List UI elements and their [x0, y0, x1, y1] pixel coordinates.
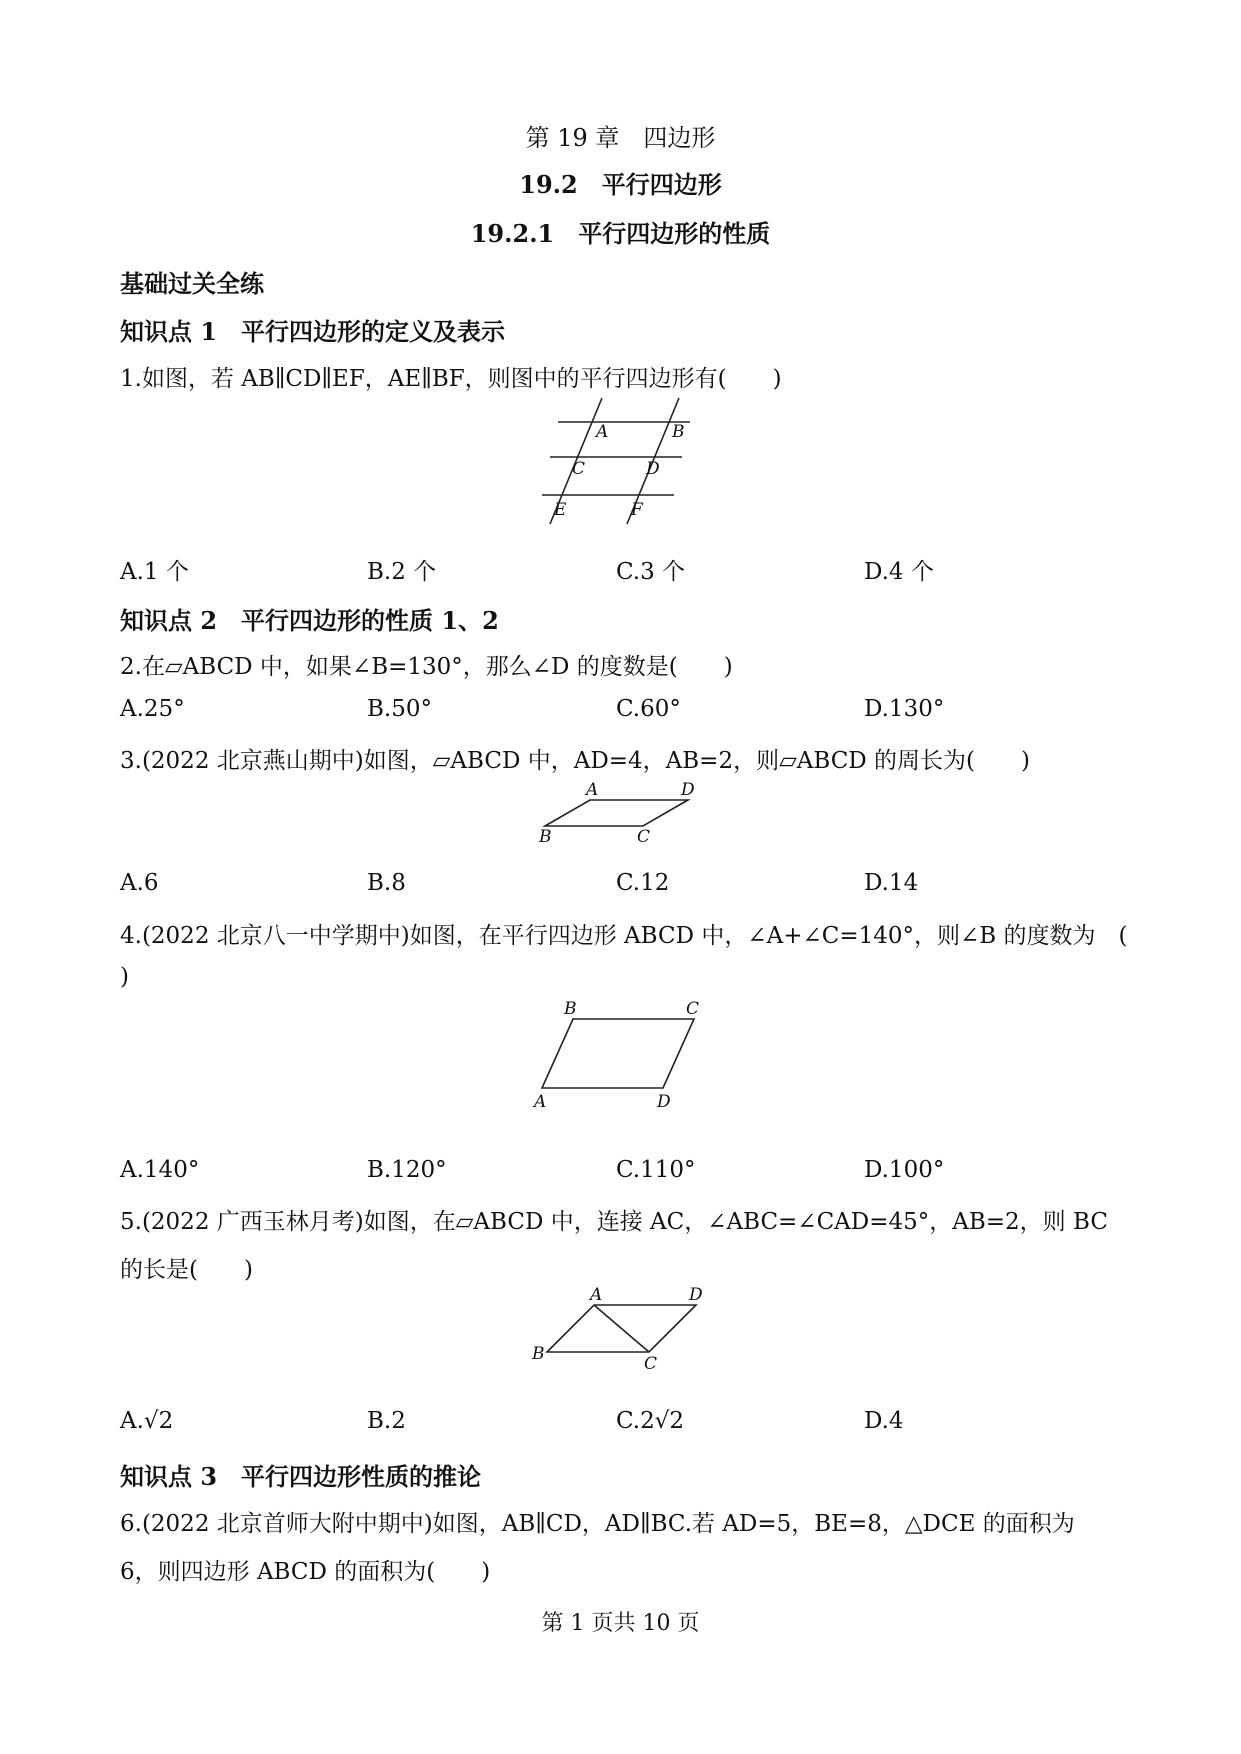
- label-a: A: [586, 780, 599, 800]
- question-1-option-d: D.4 个: [864, 559, 934, 585]
- question-6-text-line-1: 6.(2022 北京首师大附中期中)如图，AB∥CD，AD∥BC.若 AD=5，BE=8，△DCE 的面积为: [120, 1511, 1075, 1537]
- question-5-figure: [528, 1285, 708, 1374]
- question-2-option-c: C.60°: [616, 696, 681, 722]
- label-e: E: [554, 500, 567, 520]
- question-5-option-d: D.4: [864, 1408, 904, 1434]
- question-4-text-line-1: 4.(2022 北京八一中学期中)如图，在平行四边形 ABCD 中，∠A+∠C=140°，则∠B 的度数为 (: [120, 923, 1128, 949]
- question-5-text-line-1: 5.(2022 广西玉林月考)如图，在▱ABCD 中，连接 AC，∠ABC=∠CAD=45°，AB=2，则 BC: [120, 1209, 1108, 1235]
- label-b: B: [539, 827, 552, 847]
- label-c: C: [644, 1354, 658, 1374]
- practice-title: 基础过关全练: [120, 269, 264, 298]
- question-4-option-c: C.110°: [616, 1157, 696, 1183]
- question-1-option-b: B.2 个: [367, 559, 437, 585]
- label-c: C: [686, 999, 700, 1019]
- question-1-option-c: C.3 个: [616, 559, 686, 585]
- label-b: B: [672, 422, 685, 442]
- question-3-option-c: C.12: [616, 870, 670, 896]
- label-a: A: [596, 422, 609, 442]
- question-3-option-d: D.14: [864, 870, 919, 896]
- question-4-figure: [530, 1000, 720, 1110]
- question-3-option-b: B.8: [367, 870, 406, 896]
- question-5-option-c: C.2√2: [616, 1408, 685, 1434]
- question-1-figure: [540, 398, 690, 524]
- label-d: D: [681, 780, 695, 800]
- subsection-title: 19.2.1 平行四边形的性质: [470, 219, 771, 248]
- parallelogram-abcd: [545, 800, 688, 826]
- knowledge-point-1: 知识点 1 平行四边形的定义及表示: [120, 317, 506, 346]
- question-6-text-line-2: 6，则四边形 ABCD 的面积为( ): [120, 1559, 491, 1585]
- question-5-text-line-2: 的长是( ): [120, 1257, 253, 1283]
- chapter-title: 第 19 章 四边形: [525, 124, 716, 152]
- question-5-option-a: A.√2: [120, 1408, 174, 1434]
- label-d: D: [646, 459, 660, 479]
- label-d: D: [689, 1285, 703, 1305]
- question-3-option-a: A.6: [120, 870, 159, 896]
- question-4-text-line-2: ): [120, 964, 129, 990]
- diagonal-ac: [594, 1305, 649, 1352]
- question-4-option-b: B.120°: [367, 1157, 447, 1183]
- question-2-option-a: A.25°: [120, 696, 185, 722]
- question-4-option-d: D.100°: [864, 1157, 945, 1183]
- question-2-option-b: B.50°: [367, 696, 432, 722]
- label-a: A: [534, 1092, 547, 1112]
- page-footer: 第 1 页共 10 页: [541, 1611, 700, 1636]
- label-c: C: [637, 827, 651, 847]
- question-4-option-a: A.140°: [120, 1157, 200, 1183]
- parallelogram-abcd: [542, 1019, 694, 1088]
- knowledge-point-2: 知识点 2 平行四边形的性质 1、2: [120, 606, 499, 635]
- label-a: A: [590, 1285, 603, 1305]
- question-3-text: 3.(2022 北京燕山期中)如图，▱ABCD 中，AD=4，AB=2，则▱ABCD 的周长为( ): [120, 748, 1031, 774]
- question-1-option-a: A.1 个: [120, 559, 189, 585]
- label-b: B: [532, 1344, 545, 1364]
- label-f: F: [631, 500, 643, 520]
- question-5-option-b: B.2: [367, 1408, 406, 1434]
- question-2-text: 2.在▱ABCD 中，如果∠B=130°，那么∠D 的度数是( ): [120, 654, 733, 680]
- question-1-text: 1.如图，若 AB∥CD∥EF，AE∥BF，则图中的平行四边形有( ): [120, 366, 782, 392]
- label-b: B: [564, 999, 577, 1019]
- knowledge-point-3: 知识点 3 平行四边形性质的推论: [120, 1462, 482, 1491]
- label-c: C: [572, 459, 586, 479]
- question-2-option-d: D.130°: [864, 696, 945, 722]
- label-d: D: [657, 1092, 671, 1112]
- question-3-figure: [535, 780, 715, 847]
- section-title: 19.2 平行四边形: [519, 170, 722, 199]
